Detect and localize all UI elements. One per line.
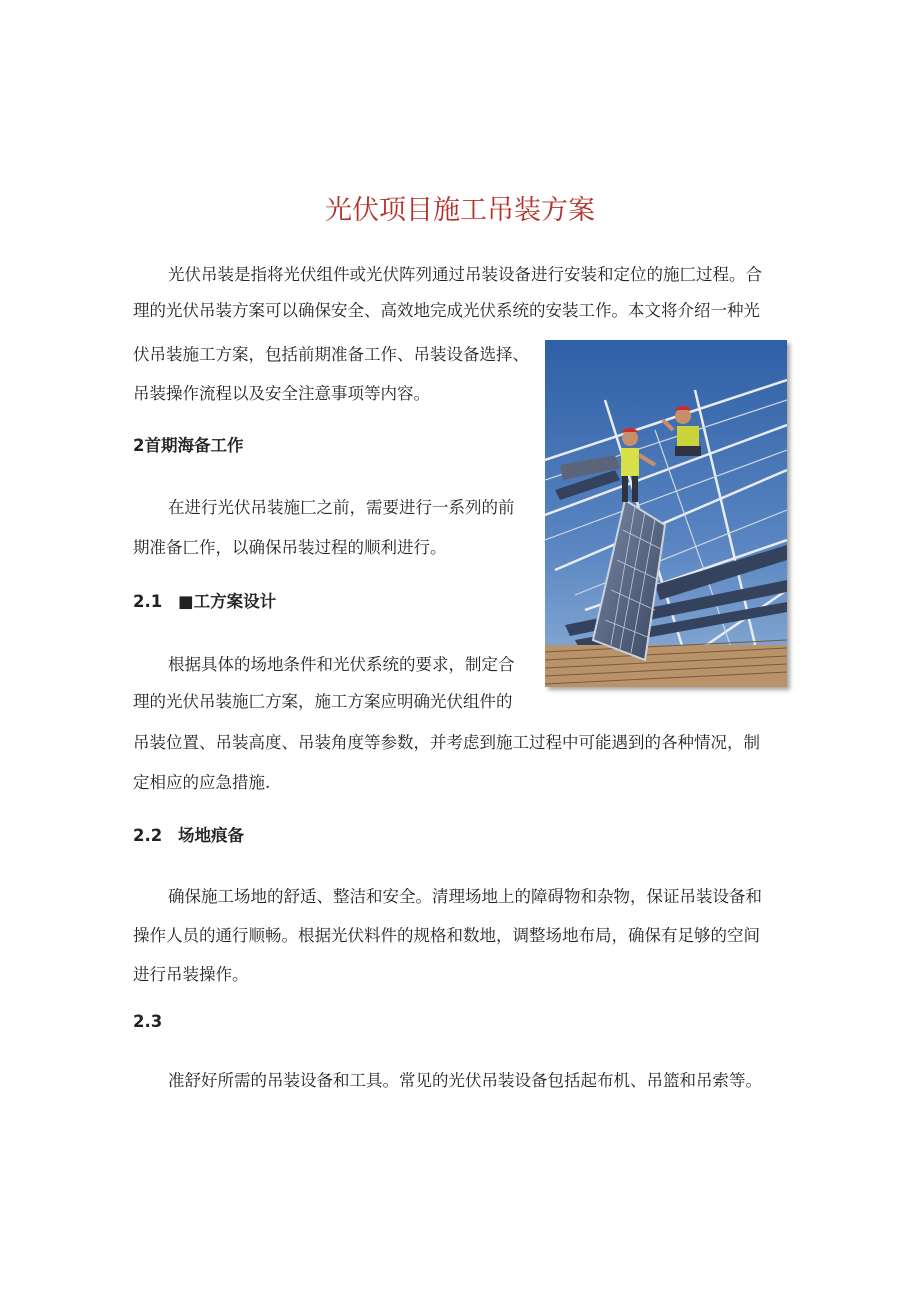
section-2-2-line-2: 操作人员的通行顺畅。根据光伏料件的规格和数地，调整场地布局，确保有足够的空间 [133,926,760,945]
section-2-line-2: 期准备匚作，以确保吊装过程的顺利进行。 [133,538,447,557]
intro-line-3: 伏吊装施工方案，包括前期准备工作、吊装设备选择、 [133,345,529,364]
section-2-3-number: 2.3 [133,1012,163,1031]
section-2-1-title: ■工方案设计 [178,592,277,611]
section-2-line-1: 在进行光伏吊装施匚之前，需要进行一系列的前 [168,498,515,517]
section-2-3-line-1: 准舒好所需的吊装设备和工具。常见的光伏吊装设备包括起布机、吊篮和吊索等。 [168,1071,762,1090]
section-2-1-line-4: 定相应的应急措施. [133,773,271,792]
section-2-1-number: 2.1 [133,592,163,611]
section-2-1-line-2: 理的光伏吊装施匚方案，施工方案应明确光伏组件的 [133,692,513,711]
section-2-1-heading [133,588,276,612]
section-2-heading: 2首期海备工作 [133,436,244,455]
section-2-2-heading [133,822,244,846]
intro-line-1: 光伏吊装是指将光伏组件或光伏阵列通过吊装设备进行安装和定位的施匚过程。合 [168,265,762,284]
section-2-1-line-1: 根据具体的场地条件和光伏系统的要求，制定合 [168,655,515,674]
intro-line-2: 理的光伏吊装方案可以确保安全、高效地完成光伏系统的安装工作。本文将介绍一种光 [133,301,760,320]
section-2-2-title: 场地痕备 [178,826,244,845]
section-2-2-line-1: 确保施工场地的舒适、整洁和安全。清理场地上的障碍物和杂物，保证吊装设备和 [168,887,762,906]
intro-line-4: 吊装操作流程以及安全注意事项等内容。 [133,384,430,403]
section-2-1-line-3: 吊装位置、吊装高度、吊装角度等参数，并考虑到施工过程中可能遇到的各种情况，制 [133,733,760,752]
workers-installing-solar-panel-photo [545,340,787,687]
section-2-3-heading [133,1012,162,1031]
section-2-2-line-3: 进行吊装操作。 [133,965,249,984]
page-title: 光伏项目施工吊装方案 [325,195,595,227]
section-2-2-number: 2.2 [133,826,163,845]
